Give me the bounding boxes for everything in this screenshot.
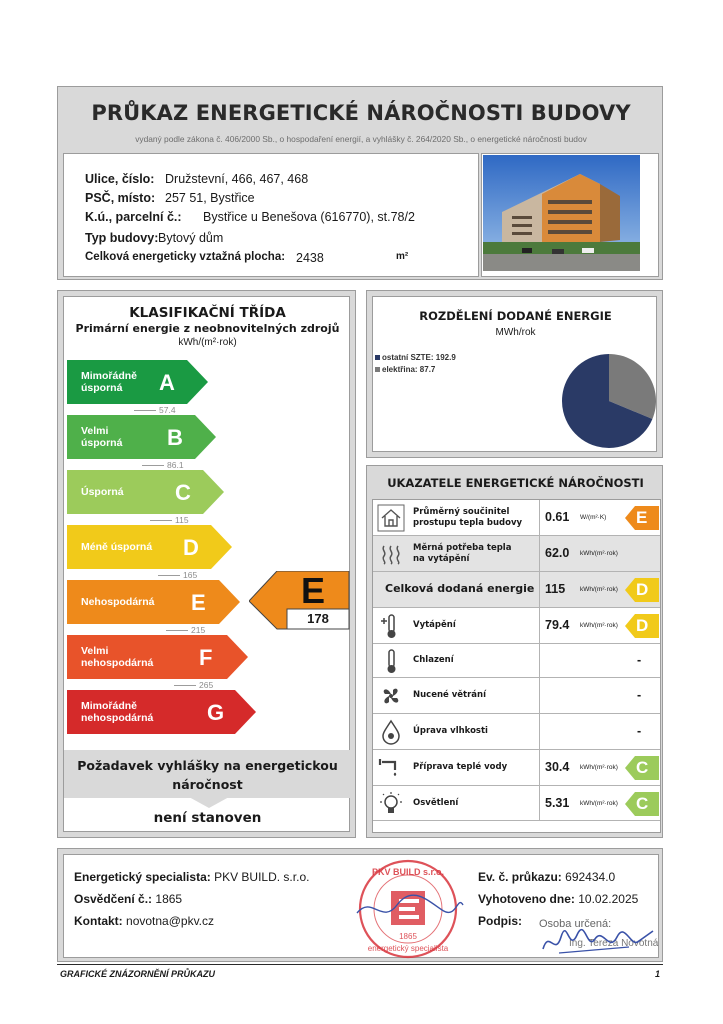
indicator-name-line2: na vytápění [413, 554, 470, 564]
page-number: 1 [655, 969, 661, 979]
class-threshold-arrow [150, 520, 172, 521]
type-value: Bytový dům [158, 231, 224, 245]
indicator-row [373, 536, 660, 572]
thermometer-icon [377, 647, 405, 675]
zip-label: PSČ, místo: [85, 191, 156, 205]
indicator-value: - [637, 653, 642, 667]
indicator-name-line1: Vytápění [413, 620, 456, 630]
class-threshold-arrow [134, 410, 156, 411]
indicator-divider [539, 750, 540, 786]
class-band-label-line1: Mimořádně [81, 370, 138, 382]
class-band-label-line1: Méně úsporná [81, 541, 153, 553]
class-band-label-e [81, 596, 155, 608]
document-title: PRŮKAZ ENERGETICKÉ NÁROČNOSTI BUDOVY [91, 101, 631, 125]
type-label: Typ budovy: [85, 231, 159, 245]
house-icon [377, 504, 405, 532]
indicator-name [413, 762, 507, 773]
droplet-icon [377, 718, 405, 746]
class-band-letter-a: A [159, 370, 175, 395]
certificate-row [74, 892, 182, 906]
issue-date: 10.02.2025 [578, 892, 639, 906]
class-band-g [67, 690, 257, 734]
specialist-name-row [74, 870, 309, 884]
class-band-label-c [81, 486, 124, 498]
indicator-name [413, 620, 456, 631]
classification-subtitle: Primární energie z neobnovitelných zdrojů [75, 322, 340, 335]
specialist-box [63, 854, 659, 958]
svg-text:PKV BUILD s.r.o.: PKV BUILD s.r.o. [371, 867, 445, 877]
class-band-e [67, 580, 241, 624]
indicator-value: 5.31 [545, 795, 570, 810]
fan-icon [377, 682, 405, 710]
indicator-class-badge [625, 578, 659, 607]
class-band-letter-g: G [207, 700, 225, 725]
class-threshold-a: 57.4 [159, 405, 176, 415]
classification-panel [57, 290, 356, 838]
legend-item-electricity [375, 365, 435, 374]
person-role: Osoba určená: [539, 918, 612, 930]
building-photo-image [482, 154, 658, 276]
class-band-c [67, 470, 225, 514]
contact-row [74, 914, 214, 928]
cadastre-label: K.ú., parcelní č.: [85, 210, 182, 224]
indicator-name-line2: prostupu tepla budovy [413, 518, 523, 528]
classification-box [63, 296, 350, 832]
indicator-value: 0.61 [545, 510, 570, 524]
indicator-name-line1: Měrná potřeba tepla [413, 543, 512, 553]
indicator-value: - [637, 688, 642, 702]
ev-number: 692434.0 [565, 870, 616, 884]
specialist-panel [57, 848, 663, 962]
indicator-name [413, 690, 486, 701]
indicator-class-letter: E [636, 508, 648, 527]
indicator-divider [539, 786, 540, 821]
distribution-pie-chart [559, 351, 659, 451]
indicator-row [373, 786, 660, 821]
distribution-box [372, 296, 657, 452]
class-threshold-d: 165 [183, 570, 198, 580]
indicator-value: 79.4 [545, 618, 570, 632]
class-band-label-line2: úsporná [81, 437, 123, 449]
class-band-letter-d: D [183, 535, 199, 560]
distribution-unit: MWh/rok [495, 327, 536, 338]
indicator-value: 62.0 [545, 546, 570, 560]
legend-text-szte: ostatní SZTE: 192.9 [382, 353, 456, 362]
indicator-value: 115 [545, 582, 566, 596]
class-band-label-a [81, 370, 137, 394]
building-info-box [63, 153, 479, 277]
classification-unit: kWh/(m²·rok) [178, 337, 237, 348]
legend-swatch-electricity [375, 367, 380, 372]
class-band-a [67, 360, 209, 404]
area-label: Celková energeticky vztažná plocha: [85, 251, 286, 263]
footer-caption: GRAFICKÉ ZNÁZORNĚNÍ PRŮKAZU [60, 969, 215, 979]
requirement-pointer [189, 797, 229, 809]
indicator-unit: kWh/(m²·rok) [580, 550, 618, 557]
area-unit: m² [396, 251, 409, 262]
indicator-name [413, 507, 522, 529]
indicator-row [373, 572, 660, 608]
indicator-value: 30.4 [545, 760, 570, 774]
indicator-row [373, 750, 660, 786]
indicator-name [413, 726, 488, 737]
indicator-class-letter: D [636, 580, 649, 599]
indicator-divider [539, 608, 540, 644]
indicator-name-line1: Příprava teplé vody [413, 762, 508, 772]
indicator-divider [539, 644, 540, 678]
indicator-unit: kWh/(m²·rok) [580, 799, 618, 807]
class-band-label-line1: Velmi [81, 425, 109, 437]
certificate-number: 1865 [155, 892, 183, 906]
class-band-label-line2: úsporná [81, 382, 123, 394]
class-band-label-line2: nehospodárná [81, 712, 154, 724]
class-band-label-b [81, 425, 122, 449]
indicator-unit: kWh/(m²·rok) [580, 622, 618, 629]
ev-label: Ev. č. průkazu: [478, 870, 562, 884]
signature-label: Podpis: [478, 914, 522, 928]
indicator-name-line1: Nucené větrání [413, 690, 487, 700]
class-band-d [67, 525, 233, 569]
header-panel [57, 86, 663, 280]
indicator-class-badge [625, 506, 659, 535]
class-threshold-c: 115 [175, 515, 189, 525]
distribution-panel [366, 290, 663, 458]
building-photo [481, 153, 659, 277]
indicators-panel [366, 465, 663, 838]
legend-item-szte [375, 353, 456, 362]
footer-divider [57, 964, 663, 965]
heat-waves-icon [377, 540, 405, 568]
class-threshold-e: 215 [191, 625, 206, 635]
street-label: Ulice, číslo: [85, 172, 155, 186]
indicator-name [413, 655, 454, 666]
class-threshold-arrow [166, 630, 188, 631]
contact-label: Kontakt: [74, 914, 123, 928]
indicator-unit: kWh/(m²·rok) [580, 586, 618, 593]
legend-text-electricity: elektřina: 87.7 [382, 365, 436, 374]
class-band-letter-b: B [167, 425, 183, 450]
class-threshold-f: 265 [199, 680, 214, 690]
class-band-label-line1: Nehospodárná [81, 596, 155, 608]
faucet-icon [377, 754, 405, 782]
indicator-class-letter: C [636, 758, 649, 777]
indicator-divider [539, 678, 540, 714]
class-band-letter-e: E [191, 590, 206, 615]
class-band-label-d [81, 541, 152, 553]
indicator-name-line1: Úprava vlhkosti [413, 726, 488, 736]
certificate-label: Osvědčení č.: [74, 892, 153, 906]
bulb-icon [377, 790, 405, 818]
indicator-class-letter: D [636, 616, 649, 635]
svg-text:1865: 1865 [399, 932, 417, 941]
date-row [478, 892, 638, 906]
class-threshold-b: 86.1 [167, 460, 184, 470]
street-value: Družstevní, 466, 467, 468 [165, 172, 309, 186]
class-threshold-arrow [142, 465, 164, 466]
thermometer-plus-icon [377, 612, 405, 640]
indicator-name [413, 798, 458, 809]
specialist-stamp [347, 855, 469, 959]
distribution-title: ROZDĚLENÍ DODANÉ ENERGIE [419, 309, 612, 323]
class-band-label-line2: nehospodárná [81, 657, 154, 669]
indicator-name [413, 543, 511, 565]
class-threshold-arrow [158, 575, 180, 576]
svg-text:energetický specialista: energetický specialista [367, 944, 449, 953]
class-band-label-f [81, 645, 153, 669]
indicator-name-line1: Chlazení [413, 655, 454, 665]
zip-value: 257 51, Bystřice [165, 191, 255, 205]
indicator-name-line1: Celková dodaná energie [385, 582, 535, 595]
indicator-unit: kWh/(m²·rok) [580, 764, 618, 771]
indicator-value: - [637, 724, 642, 738]
cadastre-value: Bystřice u Benešova (616770), st.78/2 [203, 210, 415, 224]
person-name: Ing. Tereza Novotná [569, 938, 659, 949]
specialist-name-label: Energetický specialista: [74, 870, 211, 884]
class-band-label-line1: Velmi [81, 645, 109, 657]
signature-image [539, 923, 657, 959]
area-value: 2438 [296, 251, 324, 265]
indicator-name [385, 583, 534, 594]
class-threshold-arrow [174, 685, 196, 686]
indicator-divider [539, 536, 540, 572]
indicator-row [373, 714, 660, 750]
contact-email: novotna@pkv.cz [126, 914, 215, 928]
result-class-value: 178 [307, 611, 329, 626]
indicator-divider [539, 714, 540, 750]
requirement-value: není stanoven [153, 810, 262, 826]
class-band-label-line1: Mimořádně [81, 700, 138, 712]
date-label: Vyhotoveno dne: [478, 892, 575, 906]
indicator-row [373, 500, 660, 536]
indicator-class-badge [625, 614, 659, 643]
indicator-name-line1: Osvětlení [413, 797, 459, 808]
indicators-table [372, 499, 661, 833]
ev-row [478, 870, 615, 884]
indicator-class-badge [625, 756, 659, 785]
signature-row [478, 914, 522, 928]
indicator-row [373, 608, 660, 644]
specialist-name: PKV BUILD. s.r.o. [214, 870, 310, 884]
indicator-class-badge [625, 792, 659, 821]
indicator-unit: W/(m²·K) [580, 514, 607, 521]
indicator-row [373, 678, 660, 714]
indicators-title: UKAZATELE ENERGETICKÉ NÁROČNOSTI [387, 476, 644, 490]
class-band-label-g [81, 700, 153, 724]
result-class-letter: E [301, 570, 326, 611]
indicator-class-letter: C [636, 793, 649, 813]
document-subtitle: vydaný podle zákona č. 406/2000 Sb., o hospodaření energií, a vyhlášky č. 264/2020 Sb., o energetické náročnosti budov [135, 134, 587, 144]
class-band-f [67, 635, 249, 679]
class-band-letter-c: C [175, 480, 191, 505]
indicator-divider [539, 500, 540, 536]
indicator-row [373, 644, 660, 678]
classification-title: KLASIFIKAČNÍ TŘÍDA [129, 305, 286, 321]
indicator-divider [539, 572, 540, 608]
indicator-name-line1: Průměrný součinitel [413, 507, 510, 517]
requirement-box: Požadavek vyhlášky na energetickou náročnost [64, 750, 351, 798]
legend-swatch-szte [375, 355, 380, 360]
class-band-label-line1: Úsporná [81, 486, 124, 498]
class-band-letter-f: F [199, 645, 213, 670]
class-band-b [67, 415, 217, 459]
